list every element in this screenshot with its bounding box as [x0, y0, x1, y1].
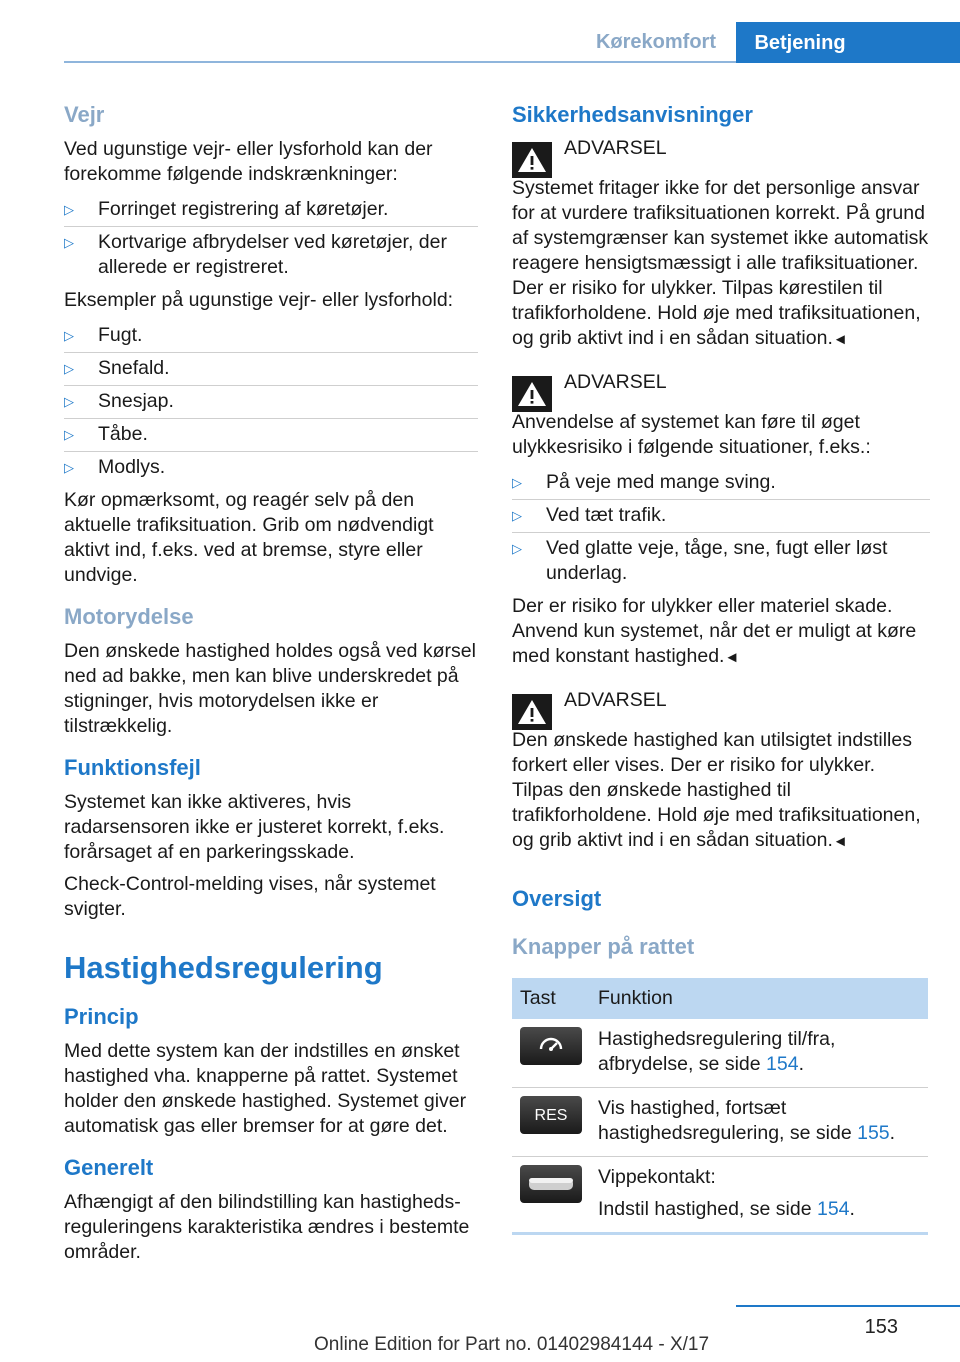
examples-intro: Eksempler på ugunstige vejr- eller lysforhold:: [64, 289, 454, 311]
function-text-line1: Vippekontakt:: [598, 1166, 716, 1188]
list-item-text: Forringet registrering af køretøjer.: [98, 198, 389, 220]
function-cell: [590, 1019, 928, 1088]
warning-2-intro: Anvendelse af systemet kan føre til øget ulykkesrisiko i følgende situationer, f.eks.:: [512, 411, 871, 458]
end-mark: ◄: [832, 331, 848, 348]
bullet-triangle-icon: ▷: [512, 541, 522, 556]
res-button-icon: [520, 1096, 582, 1134]
key-cell: [512, 1157, 590, 1234]
list-item: [512, 500, 930, 532]
warning-3: [512, 688, 930, 730]
principle-heading: Princip: [64, 1004, 139, 1029]
list-item: [512, 467, 930, 499]
table-row: [512, 1019, 928, 1088]
chapter-tab-label: Betjening: [754, 32, 846, 54]
end-mark: ◄: [832, 833, 848, 850]
list-item: [64, 452, 478, 484]
warning-triangle-icon: [512, 142, 552, 178]
list-item: [64, 386, 478, 418]
fault-text-2: Check-Control-melding vises, når systemet svigter.: [64, 873, 436, 920]
weather-intro: Ved ugunstige vejr- eller lysforhold kan der forekomme følgende indskrænkninger:: [64, 138, 433, 185]
bullet-triangle-icon: ▷: [64, 427, 74, 442]
warning-label: ADVARSEL: [564, 371, 667, 393]
function-tail: .: [798, 1053, 804, 1075]
table-header-row: [512, 978, 928, 1019]
list-item: [512, 533, 930, 590]
section-tab[interactable]: Kørekomfort: [595, 31, 716, 53]
principle-text: Med dette system kan der indstilles en ønsket hastighed vha. knapperne på rattet. Systemet holder den ønskede hastighed. Systemet giver automatisk gas eller bremser for at gøre det.: [64, 1040, 467, 1137]
cruise-heading: Hastighedsregulering: [64, 950, 383, 985]
function-cell: [590, 1157, 928, 1234]
function-tail: .: [849, 1198, 855, 1220]
right-column: [512, 100, 930, 1235]
list-item: [64, 353, 478, 385]
warning-label: ADVARSEL: [564, 137, 667, 159]
bullet-triangle-icon: ▷: [512, 475, 522, 490]
end-mark: ◄: [724, 649, 740, 666]
list-item-text: På veje med mange sving.: [546, 471, 776, 493]
fault-heading: Funktionsfejl: [64, 755, 201, 780]
left-column: [64, 100, 478, 1272]
page-link[interactable]: 154: [766, 1053, 799, 1075]
list-item-text: Kortvarige afbrydelser ved køretøjer, der allerede er registreret.: [98, 231, 447, 278]
warning-triangle-icon: [512, 376, 552, 412]
key-cell: [512, 1088, 590, 1157]
page-number: 153: [864, 1316, 898, 1338]
general-text: Afhængigt af den bilindstilling kan hastighedsreguleringens karakteristika ændres i bestemte områder.: [64, 1191, 470, 1263]
list-item: [64, 194, 478, 226]
warning-1: [512, 136, 930, 178]
warning-1-text: Systemet fritager ikke for det personlige ansvar for at vurdere trafiksituationen korrekt. På grund af systemgrænser kan systemet ikke automatisk reagere hensigtsmæssigt i alle trafiksituationer. Der er risiko for ulykker. Tilpas kørestilen til trafikforholdene. Hold øje med trafiksituationen, og grib aktivt ind i en sådan situation.: [512, 177, 929, 349]
list-item: [64, 227, 478, 284]
function-text: Indstil hastighed, se side: [598, 1198, 817, 1220]
engine-text: Den ønskede hastighed holdes også ved kørsel ned ad bakke, men kan blive underskredet på stigninger, hvis motorydelsen ikke er tilstrækkelig.: [64, 640, 476, 737]
list-item-text: Tåbe.: [98, 423, 148, 445]
function-cell: [590, 1088, 928, 1157]
overview-heading: Oversigt: [512, 886, 602, 911]
warning-2: [512, 370, 930, 412]
footer-edition: Online Edition for Part no. 01402984144 - X/17: [314, 1334, 710, 1355]
safety-heading: Sikkerhedsanvisninger: [512, 102, 753, 127]
list-item-text: Modlys.: [98, 456, 166, 478]
key-cell: [512, 1019, 590, 1088]
list-item: [64, 320, 478, 352]
function-text: Hastighedsregulering til/fra, afbrydelse, se side: [598, 1028, 836, 1075]
list-item-text: Fugt.: [98, 324, 143, 346]
weather-heading: Vejr: [64, 102, 105, 127]
page-link[interactable]: 154: [816, 1198, 850, 1220]
general-heading: Generelt: [64, 1155, 154, 1180]
table-row: [512, 1157, 928, 1234]
list-item-text: Snesjap.: [98, 390, 174, 412]
footer-rule: [736, 1305, 960, 1307]
bullet-triangle-icon: ▷: [512, 508, 522, 523]
list-item-text: Ved tæt trafik.: [546, 504, 667, 526]
table-row: [512, 1088, 928, 1157]
list-item-text: Snefald.: [98, 357, 170, 379]
buttons-table: [512, 978, 928, 1235]
list-item: [64, 419, 478, 451]
chapter-tab[interactable]: [736, 22, 960, 63]
warning-2-outro: Der er risiko for ulykker eller materiel skade. Anvend kun systemet, når det er muligt at køre med konstant hastighed.: [512, 595, 917, 667]
rocker-switch-icon: [520, 1165, 582, 1203]
warning-triangle-icon: [512, 694, 552, 730]
res-button-label: RES: [534, 1106, 568, 1124]
bullet-triangle-icon: ▷: [64, 460, 74, 475]
list-item-text: Ved glatte veje, tåge, sne, fugt eller løst underlag.: [546, 537, 888, 584]
col-key-header: Tast: [512, 978, 590, 1019]
page-link[interactable]: 155: [857, 1122, 890, 1144]
bullet-triangle-icon: ▷: [64, 394, 74, 409]
buttons-heading: Knapper på rattet: [512, 934, 695, 959]
warning-label: ADVARSEL: [564, 689, 667, 711]
weather-outro: Kør opmærksomt, og reagér selv på den aktuelle trafiksituation. Grib om nødvendigt aktivt ind, f.eks. ved at bremse, styre eller undvige.: [64, 489, 434, 586]
bullet-triangle-icon: ▷: [64, 235, 74, 250]
warning-3-text: Den ønskede hastighed kan utilsigtet indstilles forkert eller vises. Der er risiko for ulykker. Tilpas den ønskede hastighed til trafikforholdene. Hold øje med trafiksituationen, og grib aktivt ind i en sådan situation.: [512, 729, 921, 851]
cruise-onoff-icon: [520, 1027, 582, 1065]
function-text: Vis hastighed, fortsæt hastighedsregulering, se side: [598, 1097, 858, 1144]
bullet-triangle-icon: ▷: [64, 202, 74, 217]
bullet-triangle-icon: ▷: [64, 328, 74, 343]
function-tail: .: [889, 1122, 896, 1144]
fault-text-1: Systemet kan ikke aktiveres, hvis radarsensoren ikke er justeret korrekt, f.eks. forårsaget af en parkeringsskade.: [64, 791, 445, 863]
engine-heading: Motorydelse: [64, 604, 194, 629]
bullet-triangle-icon: ▷: [64, 361, 74, 376]
col-function-header: Funktion: [590, 978, 928, 1019]
